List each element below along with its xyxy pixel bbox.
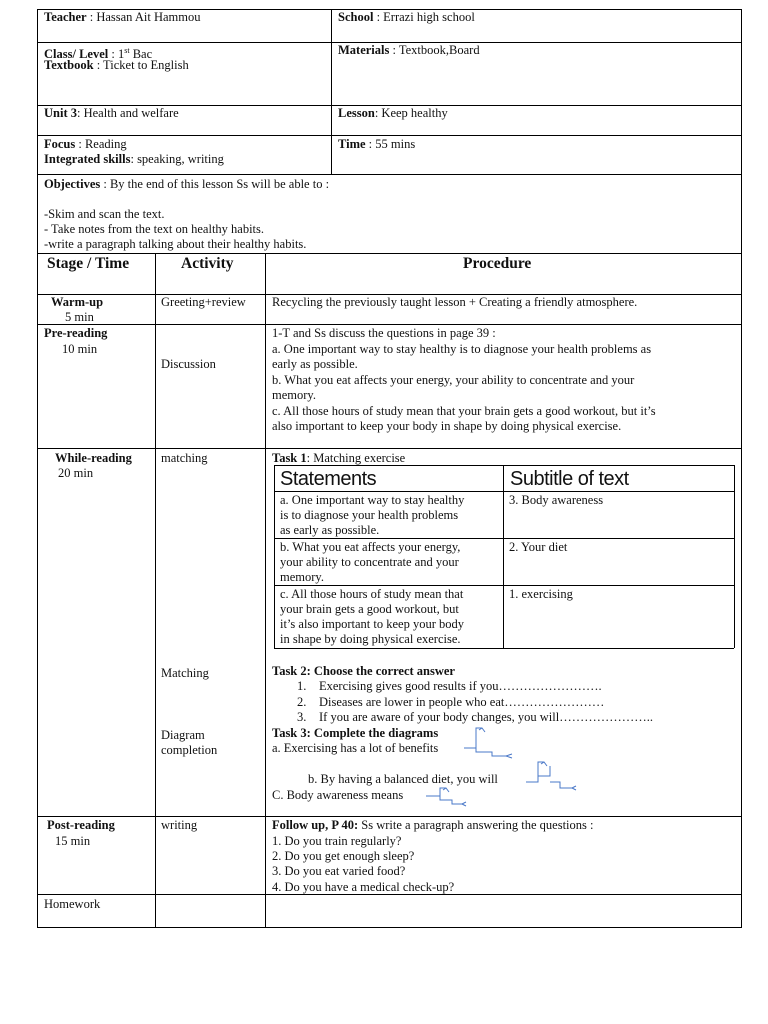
subtitle-header: Subtitle of text (510, 468, 629, 490)
task2-item: 3. If you are aware of your body changes, you will………………….. (297, 710, 653, 724)
objectives-intro: Objectives : By the end of this lesson Ss will be able to : (44, 177, 330, 191)
task2-item: 1. Exercising gives good results if you……………………. (297, 679, 602, 693)
warmup-activity: Greeting+review (161, 295, 246, 309)
task3-item-c: C. Body awareness means (272, 788, 404, 802)
prereading-line: early as possible. (272, 357, 358, 371)
warmup-stage: Warm-up (51, 295, 104, 309)
prereading-line: c. All those hours of study mean that your brain gets a good workout, but it’s (272, 404, 656, 418)
followup-question: 3. Do you eat varied food? (272, 864, 406, 878)
followup-title: Follow up, P 40: Ss write a paragraph answering the questions : (272, 818, 594, 832)
prereading-line: also important to keep your body in shape by doing physical exercise. (272, 419, 622, 433)
whilereading-activity-matching-2: Matching (161, 666, 209, 680)
warmup-time: 5 min (65, 310, 94, 324)
statement-line: memory. (280, 570, 324, 584)
staircase-diagram-icon (424, 784, 468, 808)
objective-item: - Take notes from the text on healthy habits. (44, 222, 265, 236)
statement-line: c. All those hours of study mean that (280, 587, 464, 601)
postreading-activity: writing (161, 818, 198, 832)
warmup-procedure: Recycling the previously taught lesson + Creating a friendly atmosphere. (272, 295, 638, 309)
statement-line: it’s also important to keep your body (280, 617, 465, 631)
prereading-time: 10 min (62, 342, 98, 356)
homework-label: Homework (44, 897, 101, 911)
prereading-line: a. One important way to stay healthy is to diagnose your health problems as (272, 342, 652, 356)
followup-question: 4. Do you have a medical check-up? (272, 880, 455, 894)
prereading-line: b. What you eat affects your energy, your ability to concentrate and your (272, 373, 635, 387)
task2-item: 2. Diseases are lower in people who eat…………………… (297, 695, 605, 709)
unit-field: Unit 3: Health and welfare (44, 106, 179, 120)
staircase-diagram-icon (522, 756, 578, 792)
prereading-line: memory. (272, 388, 316, 402)
statement-line: in shape by doing physical exercise. (280, 632, 461, 646)
prereading-activity: Discussion (161, 357, 216, 371)
statement-line: is to diagnose your health problems (280, 508, 459, 522)
class-level-field: Class/ Level : 1st Bac (44, 46, 153, 62)
task3-item-b: b. By having a balanced diet, you will (308, 772, 498, 786)
postreading-time: 15 min (55, 834, 91, 848)
whilereading-time: 20 min (58, 466, 94, 480)
prereading-stage: Pre-reading (44, 326, 108, 340)
task1-title: Task 1: Matching exercise (272, 451, 406, 465)
school-field: School : Errazi high school (338, 10, 475, 24)
task3-title: Task 3: Complete the diagrams (272, 726, 439, 740)
statement-line: as early as possible. (280, 523, 380, 537)
teacher-field: Teacher : Hassan Ait Hammou (44, 10, 201, 24)
whilereading-activity-matching: matching (161, 451, 208, 465)
time-field: Time : 55 mins (338, 137, 416, 151)
objective-item: -Skim and scan the text. (44, 207, 165, 221)
objective-item: -write a paragraph talking about their healthy habits. (44, 237, 307, 251)
statement-line: your ability to concentrate and your (280, 555, 459, 569)
lesson-field: Lesson: Keep healthy (338, 106, 448, 120)
statements-header: Statements (280, 468, 377, 490)
task3-item-a: a. Exercising has a lot of benefits (272, 741, 439, 755)
focus-field: Focus : Reading (44, 137, 127, 151)
subtitle-cell: 2. Your diet (509, 540, 568, 554)
followup-question: 2. Do you get enough sleep? (272, 849, 415, 863)
whilereading-stage: While-reading (55, 451, 132, 465)
procedure-heading: Procedure (463, 255, 532, 272)
whilereading-activity-completion: completion (161, 743, 218, 757)
statement-line: b. What you eat affects your energy, (280, 540, 461, 554)
statement-line: your brain gets a good workout, but (280, 602, 459, 616)
textbook-field: Textbook : Ticket to English (44, 58, 189, 72)
stage-time-heading: Stage / Time (47, 255, 130, 272)
whilereading-activity-diagram: Diagram (161, 728, 205, 742)
activity-heading: Activity (181, 255, 234, 272)
materials-field: Materials : Textbook,Board (338, 43, 480, 57)
task2-title: Task 2: Choose the correct answer (272, 664, 455, 678)
statement-line: a. One important way to stay healthy (280, 493, 465, 507)
postreading-stage: Post-reading (47, 818, 115, 832)
staircase-diagram-icon (462, 724, 518, 760)
followup-question: 1. Do you train regularly? (272, 834, 402, 848)
subtitle-cell: 1. exercising (509, 587, 573, 601)
integrated-skills-field: Integrated skills: speaking, writing (44, 152, 224, 166)
prereading-line: 1-T and Ss discuss the questions in page 39 : (272, 326, 496, 340)
subtitle-cell: 3. Body awareness (509, 493, 604, 507)
